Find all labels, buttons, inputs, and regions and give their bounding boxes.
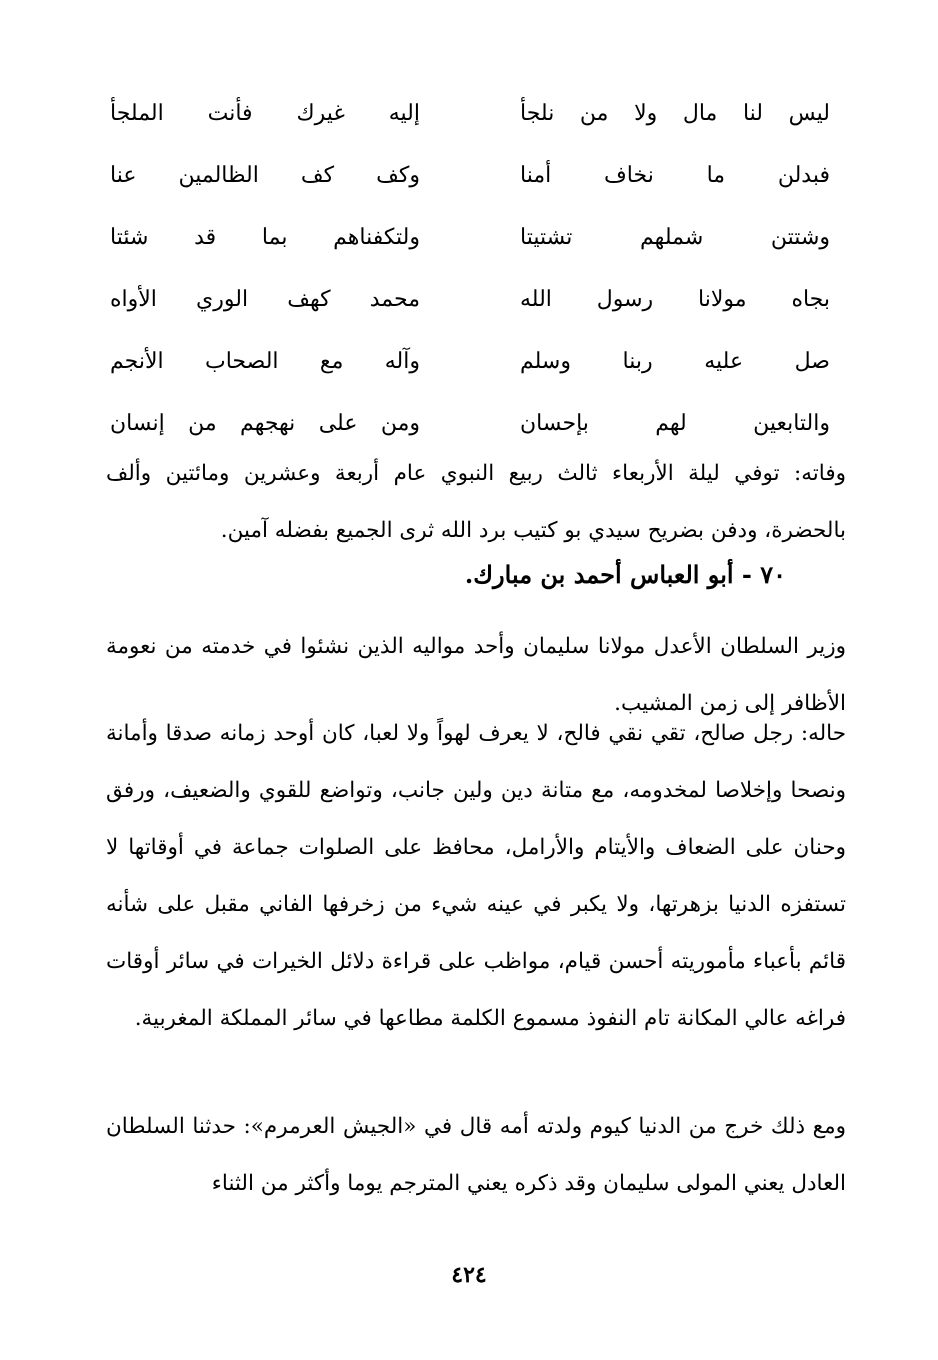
verse-second-hemistich: وكف كف الظالمين عنا [110, 162, 420, 188]
verse-first-hemistich: فبدلن ما نخاف أمنا [520, 162, 830, 188]
verse-first-hemistich: ليس لنا مال ولا من نلجأ [520, 100, 830, 126]
also-paragraph: ومع ذلك خرج من الدنيا كيوم ولدته أمه قال في «الجيش العرمرم»: حدثنا السلطان العادل يعني المولى سليمان وقد ذكره يعني المترجم يوما وأكثر من الثناء [106, 1114, 846, 1196]
verse-second-hemistich: ومن على نهجهم من إنسان [110, 410, 420, 436]
verse-second-hemistich: إليه غيرك فأنت الملجأ [110, 100, 420, 126]
verse-first-hemistich: صل عليه ربنا وسلم [520, 348, 830, 374]
verse-first-hemistich: بجاه مولانا رسول الله [520, 286, 830, 312]
poem-verse [110, 330, 830, 392]
death-paragraph: وفاته: توفي ليلة الأربعاء ثالث ربيع النبوي عام أربعة وعشرين ومائتين وألف بالحضرة، ودفن بضريح سيدي بو كتيب برد الله ثرى الجميع بفضله آمين. [106, 461, 846, 543]
death-paragraph-block [106, 445, 846, 559]
poem-verse [110, 82, 830, 144]
poem [110, 82, 830, 454]
intro-paragraph: وزير السلطان الأعدل مولانا سليمان وأحد مواليه الذين نشئوا في خدمته من نعومة الأظافر إلى زمن المشيب. [106, 634, 846, 716]
state-paragraph-block [106, 705, 846, 1047]
verse-second-hemistich: ولتكفناهم بما قد شئتا [110, 224, 420, 250]
page-number: ٤٢٤ [451, 1262, 487, 1288]
verse-second-hemistich: وآله مع الصحاب الأنجم [110, 348, 420, 374]
verse-first-hemistich: والتابعين لهم بإحسان [520, 410, 830, 436]
biography-heading: ٧٠ - أبو العباس أحمد بن مبارك. [464, 560, 786, 589]
poem-verse [110, 144, 830, 206]
verse-first-hemistich: وشتتن شملهم تشتيتا [520, 224, 830, 250]
poem-verse [110, 206, 830, 268]
poem-verse [110, 268, 830, 330]
verse-second-hemistich: محمد كهف الوري الأواه [110, 286, 420, 312]
state-paragraph: حاله: رجل صالح، تقي نقي فالح، لا يعرف لهواً ولا لعبا، كان أوحد زمانه صدقا وأمانة ونصحا وإخلاصا لمخدومه، مع متانة دين ولين جانب، وتواضع للقوي والضعيف، ورفق وحنان على الضعاف والأيتام والأرامل، محافظ على الصلوات جماعة في أوقاتها لا تستفزه الدنيا بزهرتها، ولا يكبر في عينه شيء من زخرفها الفاني مقبل على شأنه قائم بأعباء مأموريته أحسن قيام، مواظب على قراءة دلائل الخيرات في سائر أوقات فراغه عالي المكانة تام النفوذ مسموع الكلمة مطاعها في سائر المملكة المغربية. [106, 721, 846, 1031]
also-paragraph-block [106, 1098, 846, 1212]
